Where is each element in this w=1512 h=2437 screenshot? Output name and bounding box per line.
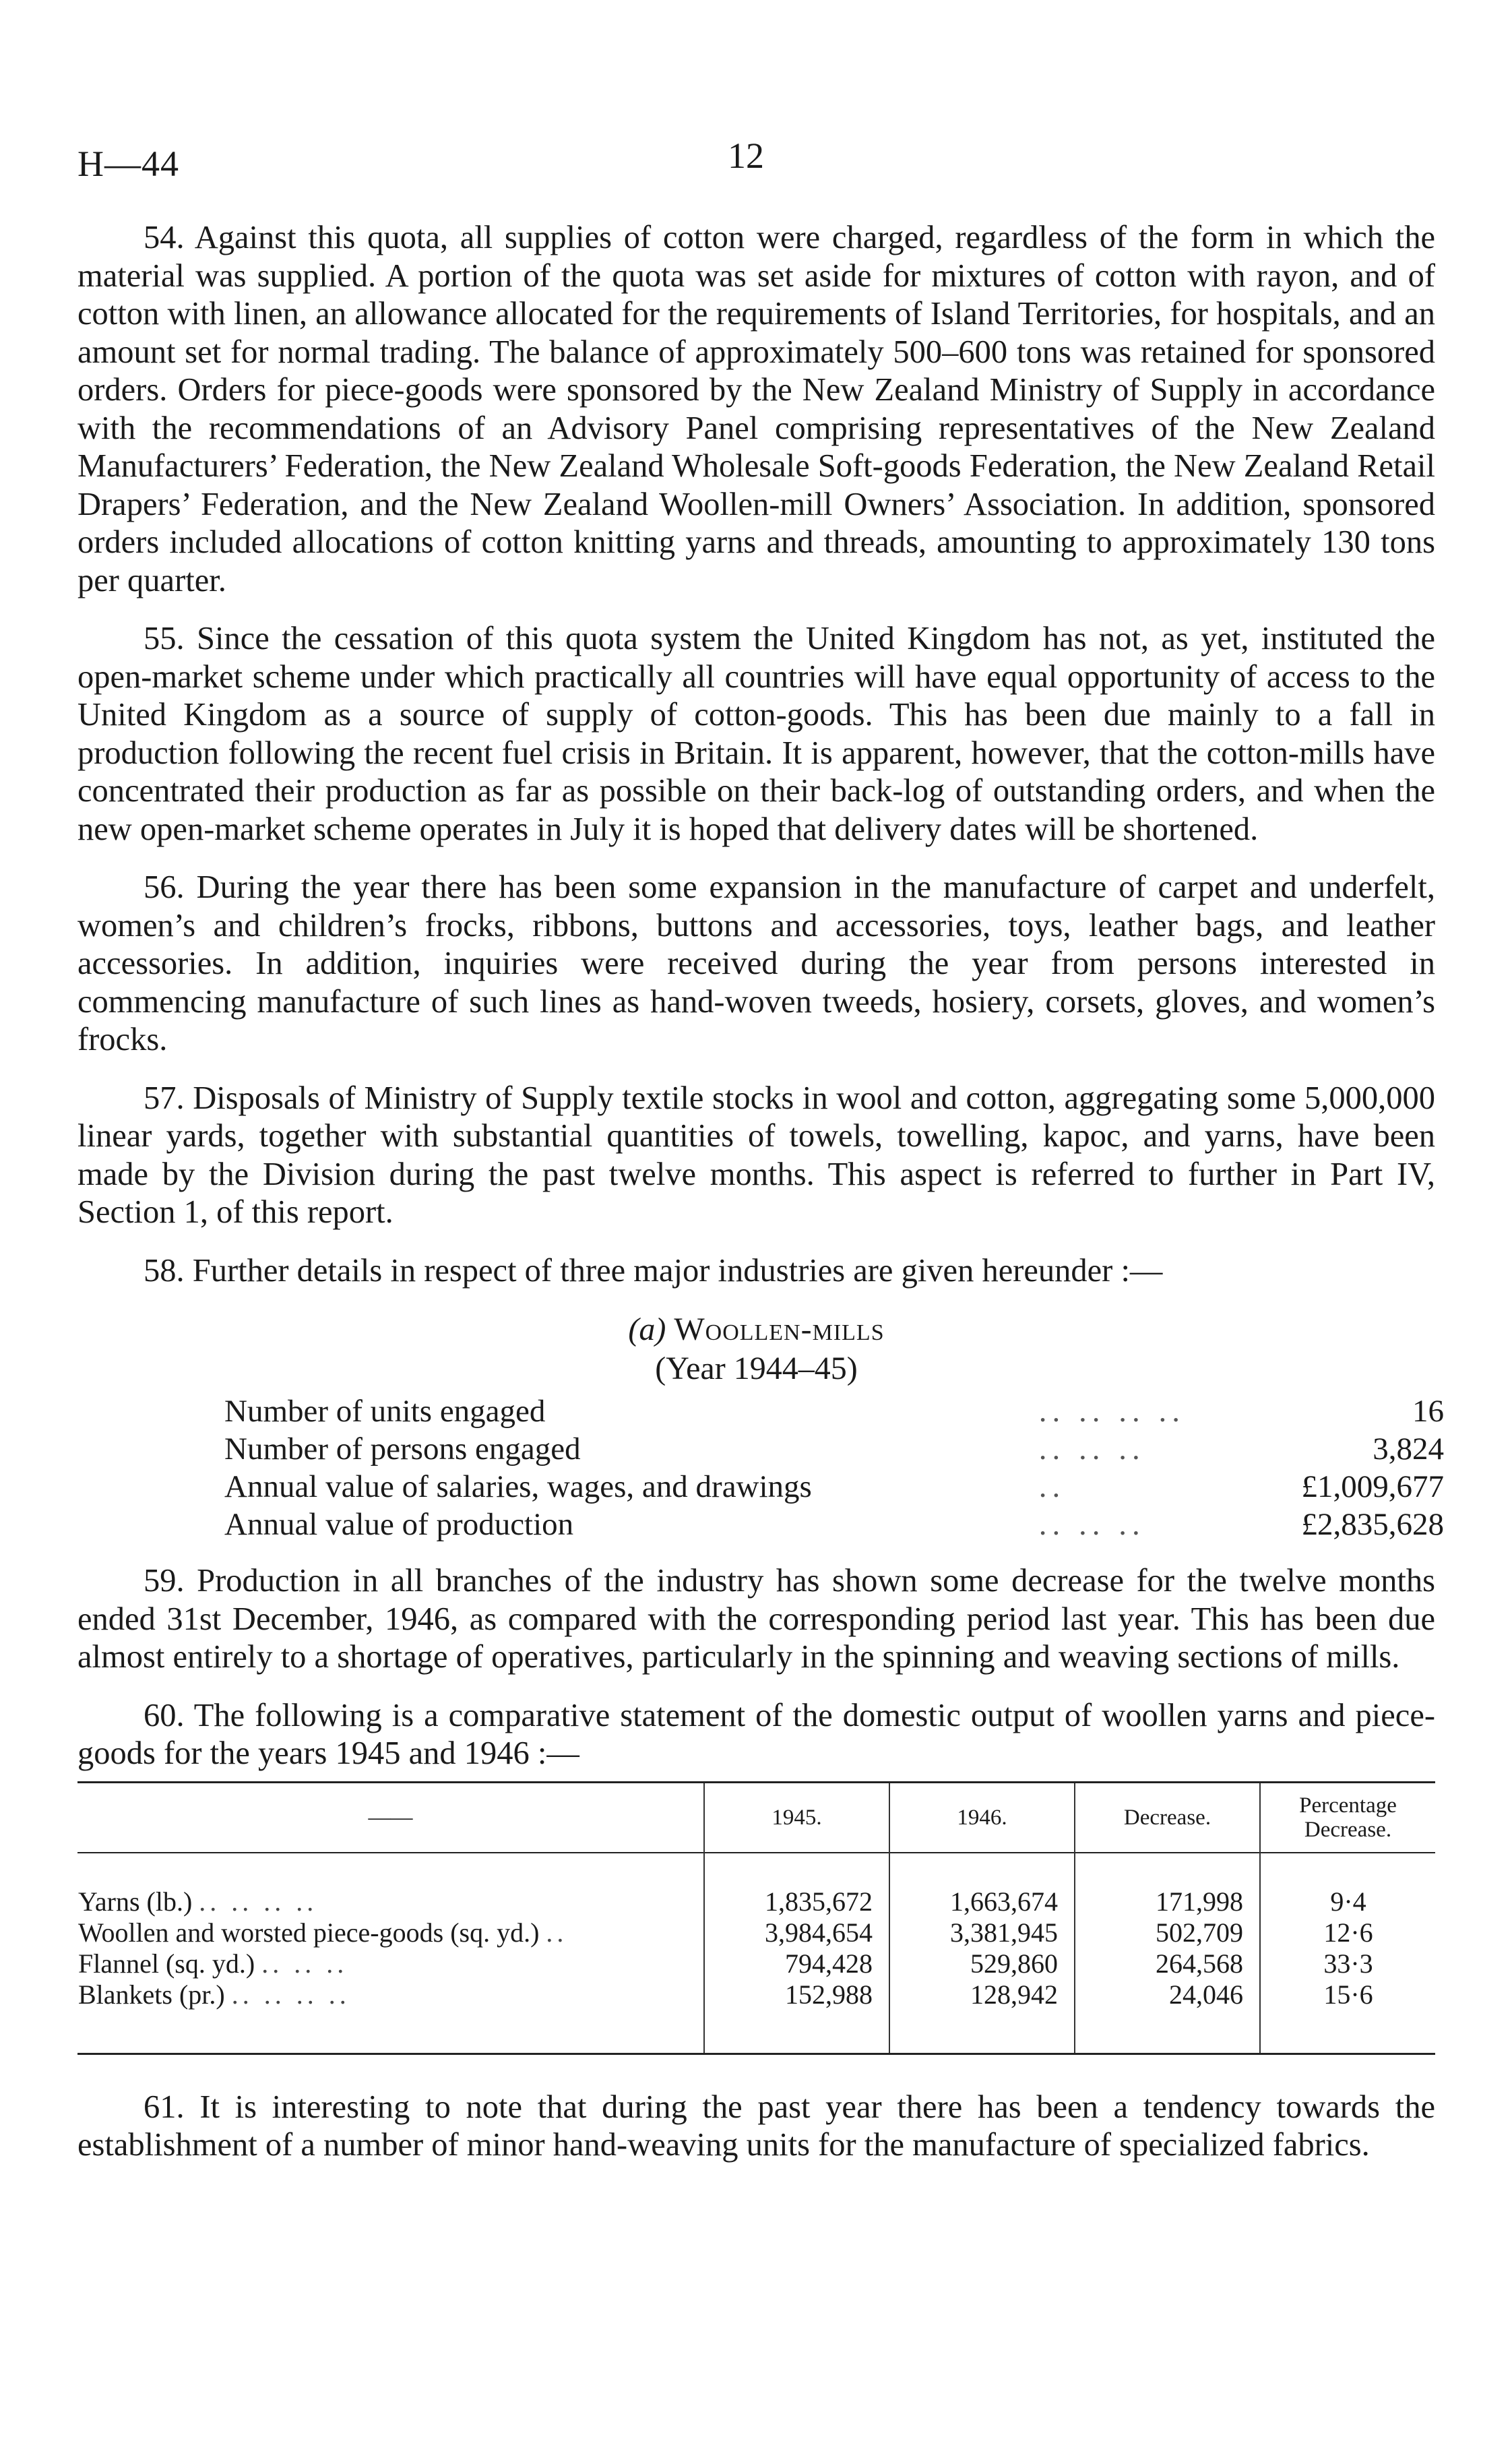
row-leader: .. .. .. [261,1948,348,1979]
cell-1945: 152,988 [704,1979,889,2054]
cell-decrease: 264,568 [1075,1948,1260,1979]
paragraph-61: 61. It is interesting to note that during the past year there has been a tendency towards the establishment of a number of minor hand-weaving units for the manufacture of specialized fabrics. [77,2089,1435,2163]
stats-label: Annual value of production [224,1507,574,1542]
row-label-text: Flannel (sq. yd.) [78,1948,255,1979]
paragraph-57: 57. Disposals of Ministry of Supply textile stocks in wool and cotton, aggregating some 5,000,000 linear yards, together with substantial quantities of towels, towelling, kapoc, and yarns, have been made by the Division during the past twelve months. This aspect is referred to further in Part IV, Section 1, of this report. [77,1080,1435,1230]
cell-1946: 128,942 [889,1979,1075,2054]
header-blank: —— [368,1805,413,1830]
stats-leader: .. .. .. [1038,1507,1145,1542]
table-header-row [77,1782,1435,1853]
stats-row [224,1468,1444,1506]
stats-leader: .. [1038,1469,1066,1504]
row-label [77,1979,704,2054]
cell-1945: 3,984,654 [704,1917,889,1948]
stats-value: £1,009,677 [1301,1469,1444,1504]
page-number: 12 [728,135,764,176]
document-reference: H—44 [77,144,179,184]
table-row [77,1853,1435,1917]
stats-leader: .. .. .. .. [1038,1394,1186,1429]
stats-row [224,1430,1444,1468]
table-row [77,1948,1435,1979]
cell-percentage: 9·4 [1260,1853,1435,1917]
cell-1946: 3,381,945 [889,1917,1075,1948]
cell-decrease: 502,709 [1075,1917,1260,1948]
row-label [77,1917,704,1948]
stats-row [224,1392,1444,1430]
table-row [77,1917,1435,1948]
stats-row [224,1506,1444,1543]
cell-percentage: 33·3 [1260,1948,1435,1979]
body-text [77,219,1444,2185]
stats-value: 16 [1412,1394,1444,1429]
row-label-text: Yarns (lb.) [78,1886,193,1917]
cell-percentage: 15·6 [1260,1979,1435,2054]
cell-1945: 1,835,672 [704,1853,889,1917]
section-title: Woollen-mills [674,1312,885,1347]
cell-decrease: 171,998 [1075,1853,1260,1917]
section-label: (a) [628,1312,666,1347]
paragraph-55: 55. Since the cessation of this quota system the United Kingdom has not, as yet, instituted the open-market scheme under which practically all countries will have equal opportunity of access to the United Kingdom as a source of supply of cotton-goods. This has been due mainly to a fall in production following the recent fuel crisis in Britain. It is apparent, however, that the cotton-mills have concentrated their production as far as possible on their back-log of outstanding orders, and when the new open-market scheme operates in July it is hoped that delivery dates will be shortened. [77,621,1435,847]
table-row [77,1979,1435,2054]
paragraph-59: 59. Production in all branches of the industry has shown some decrease for the twelve months ended 31st December, 1946, as compared with the corresponding period last year. This has been due almost entirely to a shortage of operatives, particularly in the spinning and weaving sections of mills. [77,1563,1435,1675]
woollen-mills-stats [224,1392,1444,1543]
output-comparison-table [77,1781,1435,2055]
header-pct-line2: Decrease. [1304,1817,1392,1842]
header-1946: 1946. [889,1782,1075,1853]
paragraph-54: 54. Against this quota, all supplies of cotton were charged, regardless of the form in which the material was supplied. A portion of the quota was set aside for mixtures of cotton with rayon, and of cotton with linen, an allowance allocated for the requirements of Island Territories, for hospitals, and an amount set for normal trading. The balance of approximately 500–600 tons was retained for sponsored orders. Orders for piece-goods were sponsored by the New Zealand Ministry of Supply in accordance with the recommendations of an Advisory Panel comprising representatives of the New Zealand Manufacturers’ Federation, the New Zealand Wholesale Soft-goods Federation, the New Zealand Retail Drapers’ Federation, and the New Zealand Woollen-mill Owners’ Association. In addition, sponsored orders included allocations of cotton knitting yarns and threads, amounting to approximately 130 tons per quarter. [77,220,1435,598]
section-heading [77,1310,1435,1349]
stats-value: 3,824 [1373,1431,1444,1467]
paragraph-58: 58. Further details in respect of three major industries are given hereunder :— [144,1252,1163,1289]
row-leader: .. .. .. .. [199,1886,318,1917]
section-year: (Year 1944–45) [655,1351,858,1386]
stats-leader: .. .. .. [1038,1431,1145,1467]
row-label-text: Woollen and worsted piece-goods (sq. yd.) [78,1917,540,1948]
header-decrease: Decrease. [1075,1782,1260,1853]
cell-1946: 529,860 [889,1948,1075,1979]
row-leader: .. [546,1917,568,1948]
row-label [77,1853,704,1917]
paragraph-56: 56. During the year there has been some expansion in the manufacture of carpet and underfelt, women’s and children’s frocks, ribbons, buttons and accessories, toys, leather bags, and leather accessories. In addition, inquiries were received during the year from persons interested in commencing manufacture of such lines as hand-woven tweeds, hosiery, corsets, gloves, and women’s frocks. [77,869,1435,1057]
cell-decrease: 24,046 [1075,1979,1260,2054]
stats-label: Annual value of salaries, wages, and drawings [224,1469,812,1504]
stats-label: Number of units engaged [224,1394,546,1429]
header-1945: 1945. [704,1782,889,1853]
row-label [77,1948,704,1979]
cell-1946: 1,663,674 [889,1853,1075,1917]
cell-percentage: 12·6 [1260,1917,1435,1948]
stats-value: £2,835,628 [1301,1507,1444,1542]
row-leader: .. .. .. .. [231,1979,350,2010]
row-label-text: Blankets (pr.) [78,1979,225,2010]
paragraph-60: 60. The following is a comparative statement of the domestic output of woollen yarns and piece-goods for the years 1945 and 1946 :— [77,1697,1435,1771]
header-percentage-decrease [1260,1782,1435,1853]
header-pct-line1: Percentage [1299,1793,1397,1818]
cell-1945: 794,428 [704,1948,889,1979]
stats-label: Number of persons engaged [224,1431,581,1467]
